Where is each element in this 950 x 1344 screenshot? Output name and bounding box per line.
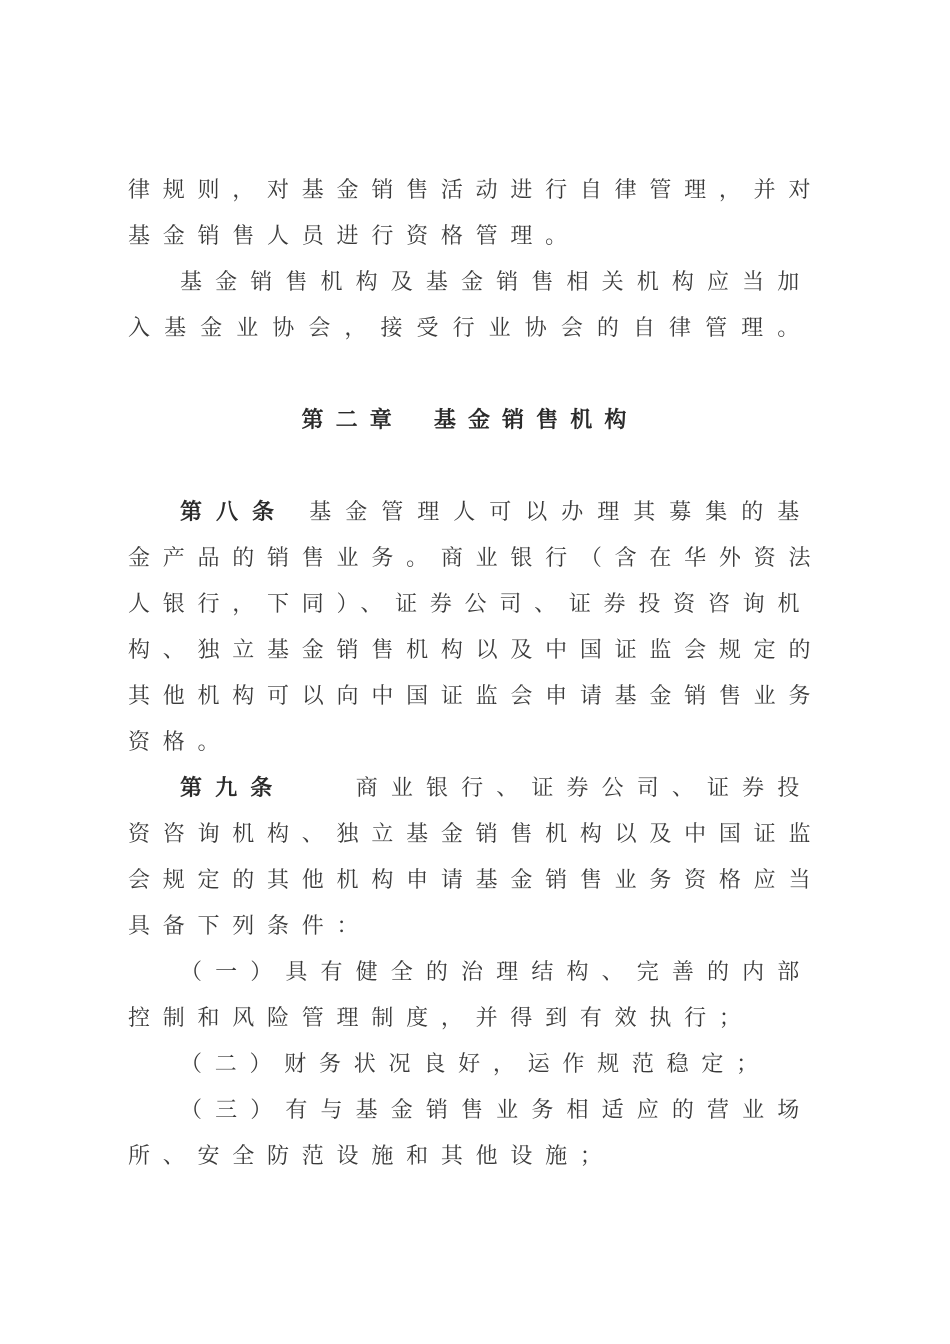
article-label: 第九条 [180, 776, 286, 801]
text-line: （三）有与基金销售业务相适应的营业场 [180, 1098, 812, 1123]
text-line: 资格。 [128, 730, 233, 755]
chapter-number: 第二章 [301, 408, 404, 433]
text-line: 金产品的销售业务。商业银行（含在华外资法 [128, 546, 824, 571]
text-line: （一）具有健全的治理结构、完善的内部 [180, 960, 812, 985]
text-line: 所、安全防范设施和其他设施； [128, 1144, 615, 1169]
condition-item-1 [128, 950, 812, 1042]
article-first-line [128, 490, 812, 536]
text-line: 具备下列条件： [128, 914, 372, 939]
text-line: 构、独立基金销售机构以及中国证监会规定的 [128, 638, 824, 663]
text-line: 基金销售人员进行资格管理。 [128, 224, 580, 249]
chapter-title: 基金销售机构 [433, 408, 639, 433]
article-label: 第八条 [180, 500, 288, 525]
document-body [128, 168, 824, 1180]
article-9 [128, 766, 824, 950]
text-line: 资咨询机构、独立基金销售机构以及中国证监 [128, 822, 824, 847]
article-text: 商业银行、证券公司、证券投 [355, 776, 812, 801]
condition-item-3 [128, 1088, 812, 1180]
article-text: 基金管理人可以办理其募集的基 [308, 500, 812, 525]
article-first-line [128, 766, 812, 812]
text-line: 会规定的其他机构申请基金销售业务资格应当 [128, 868, 824, 893]
text-line: 人银行，下同）、证券公司、证券投资咨询机 [128, 592, 813, 617]
text-line: （二）财务状况良好，运作规范稳定； [180, 1052, 771, 1077]
paragraph-association [128, 260, 812, 352]
chapter-heading [128, 398, 812, 444]
condition-item-2 [128, 1042, 812, 1088]
text-line: 入基金业协会，接受行业协会的自律管理。 [128, 316, 812, 341]
article-8 [128, 490, 824, 766]
paragraph-intro [128, 168, 824, 260]
text-line: 控制和风险管理制度，并得到有效执行； [128, 1006, 754, 1031]
text-line: 其他机构可以向中国证监会申请基金销售业务 [128, 684, 824, 709]
text-line: 律规则，对基金销售活动进行自律管理，并对 [128, 178, 824, 203]
text-line: 基金销售机构及基金销售相关机构应当加 [180, 270, 812, 295]
